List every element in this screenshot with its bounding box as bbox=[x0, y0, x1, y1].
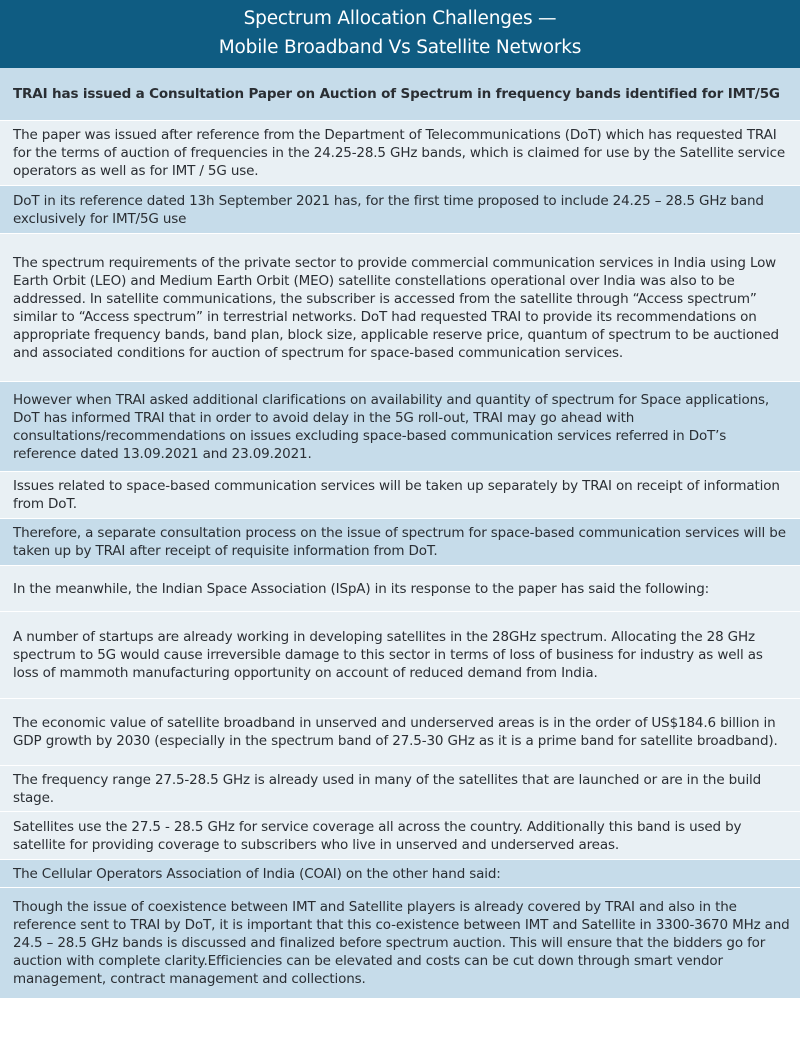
row-coai-coexistence bbox=[0, 888, 800, 999]
row-text: However when TRAI asked additional clarifications on availability and quantity of spectrum for Space applications, DoT has informed TRAI that in order to avoid delay in the 5G roll-out, TRAI may go ahead with consultations/recommendations on issues excluding space-based communication services referred in DoT’s reference dated 13.09.2021 and 23.09.2021. bbox=[13, 391, 770, 462]
row-space-issues-separate bbox=[0, 472, 800, 519]
page-title bbox=[0, 0, 800, 68]
row-text: The frequency range 27.5-28.5 GHz is already used in many of the satellites that are launched or are in the build stage. bbox=[13, 771, 762, 806]
row-text: In the meanwhile, the Indian Space Association (ISpA) in its response to the paper has said the following: bbox=[13, 580, 710, 597]
row-additional-clarifications bbox=[0, 382, 800, 472]
row-text: The Cellular Operators Association of India (COAI) on the other hand said: bbox=[13, 865, 501, 882]
row-ispa-startups bbox=[0, 612, 800, 699]
row-ispa-economic-value bbox=[0, 699, 800, 766]
title-line-2: Mobile Broadband Vs Satellite Networks bbox=[218, 37, 582, 58]
row-text: Though the issue of coexistence between IMT and Satellite players is already covered by TRAI and also in the reference sent to TRAI by DoT, it is important that this co-existence between IMT and Satellite in 3300-3670 MHz and 24.5 – 28.5 GHz bands is discussed and finalized before spectrum auction. This will ensure that the bidders go for auction with complete clarity.Efficiencies can be elevated and costs can be cut down through smart vendor management, contract management and collections. bbox=[13, 899, 790, 987]
row-ispa-coverage bbox=[0, 812, 800, 860]
row-text: A number of startups are already working in developing satellites in the 28GHz spectrum. Allocating the 28 GHz spectrum to 5G would cause irreversible damage to this sector in terms of loss of business for industry as well as loss of mammoth manufacturing opportunity on account of reduced demand from India. bbox=[13, 629, 763, 681]
row-text: The spectrum requirements of the private sector to provide commercial communication services in India using Low Earth Orbit (LEO) and Medium Earth Orbit (MEO) satellite constellations operational over India was also to be addressed. In satellite communications, the subscriber is accessed from the satellite through “Access spectrum” similar to “Access spectrum” in terrestrial networks. DoT had requested TRAI to provide its recommendations on appropriate frequency bands, band plan, block size, applicable reserve price, quantum of spectrum to be auctioned and associated conditions for auction of spectrum for space-based communication services. bbox=[13, 254, 779, 361]
row-paper-issued bbox=[0, 121, 800, 186]
row-text: DoT in its reference dated 13h September 2021 has, for the first time proposed to include 24.25 – 28.5 GHz band exclusively for IMT/5G use bbox=[13, 192, 764, 227]
row-text: Issues related to space-based communication services will be taken up separately by TRAI on receipt of information from DoT. bbox=[13, 478, 780, 512]
row-separate-consultation bbox=[0, 519, 800, 566]
row-coai-intro bbox=[0, 860, 800, 888]
row-ispa-frequency-range bbox=[0, 766, 800, 812]
content-rows bbox=[0, 68, 800, 999]
row-text: The paper was issued after reference from the Department of Telecommunications (DoT) which has requested TRAI for the terms of auction of frequencies in the 24.25-28.5 GHz bands, which is claimed for use by the Satellite service operators as well as for IMT / 5G use. bbox=[13, 127, 786, 179]
title-line-1: Spectrum Allocation Challenges — bbox=[243, 8, 557, 29]
row-ispa-intro bbox=[0, 566, 800, 612]
row-spectrum-requirements bbox=[0, 234, 800, 382]
row-text: TRAI has issued a Consultation Paper on Auction of Spectrum in frequency bands identified for IMT/5G bbox=[13, 86, 780, 102]
row-text: Satellites use the 27.5 - 28.5 GHz for service coverage all across the country. Additionally this band is used by satellite for providing coverage to subscribers who live in unserved and underserved areas. bbox=[13, 818, 742, 853]
row-text: The economic value of satellite broadband in unserved and underserved areas is in the order of US$184.6 billion in GDP growth by 2030 (especially in the spectrum band of 27.5-30 GHz as it is a prime band for satellite broadband). bbox=[13, 715, 778, 749]
row-trai-consultation-heading bbox=[0, 68, 800, 121]
row-text: Therefore, a separate consultation process on the issue of spectrum for space-based communication services will be taken up by TRAI after receipt of requisite information from DoT. bbox=[13, 525, 786, 559]
row-dot-reference bbox=[0, 186, 800, 234]
